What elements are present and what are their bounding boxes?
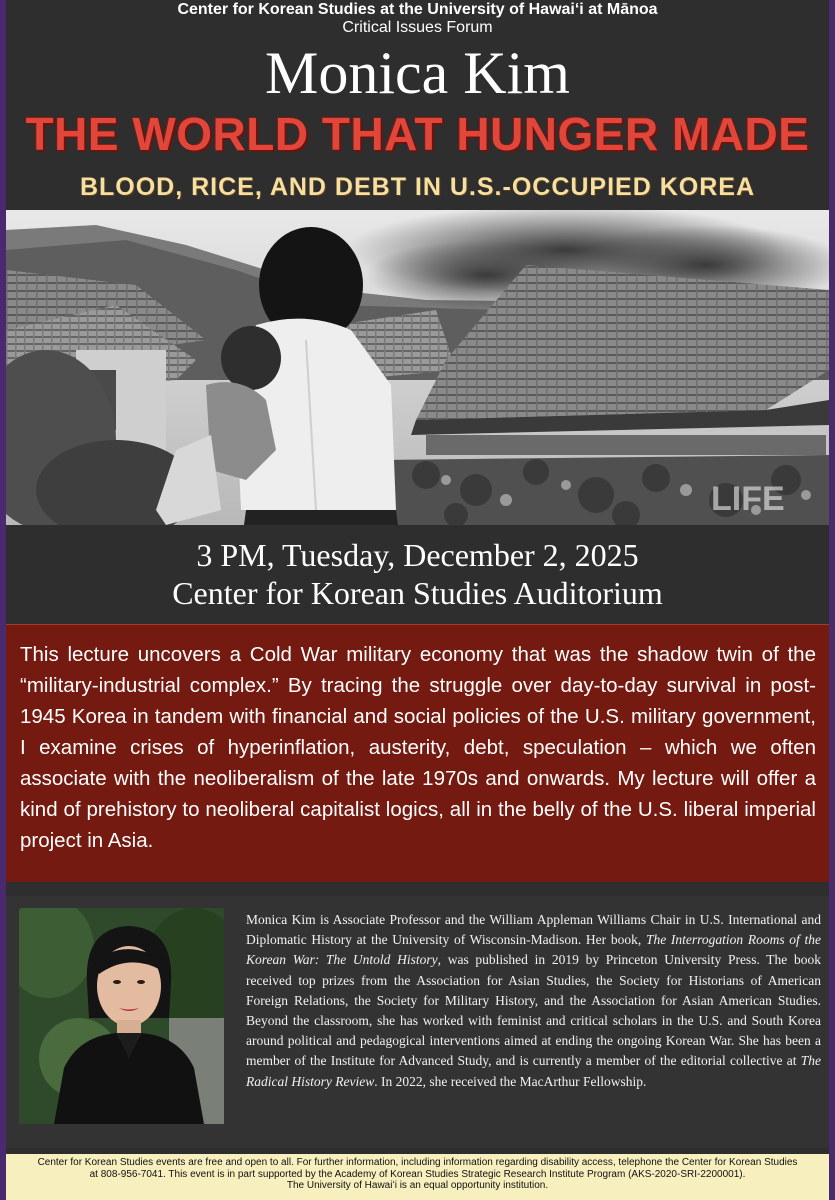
footer-line-1: Center for Korean Studies events are free and open to all. For further information, including information regarding disability access, telephone the Center for Korean Studies (37, 1157, 798, 1168)
lecture-subtitle: BLOOD, RICE, AND DEBT IN U.S.-OCCUPIED KOREA (79, 173, 756, 201)
series-name: Critical Issues Forum (342, 19, 493, 36)
bio-panel (6, 896, 829, 1148)
poster (6, 0, 829, 1200)
photo-watermark: LIFE (711, 480, 785, 518)
organization-name: Center for Korean Studies at the University of Hawaiʻi at Mānoa (177, 1, 658, 18)
book-title: The Interrogation Rooms of the Korean War: The Untold History (246, 932, 821, 968)
lecture-abstract: This lecture uncovers a Cold War military economy that was the shadow twin of the “military-industrial complex.” By tracing the struggle over day-to-day survival in post-1945 Korea in tandem with financial and social policies of the U.S. military government, I examine crises of hyperinflation, austerity, debt, speculation – which we often associate with the neoliberalism of the late 1970s and onwards. My lecture will offer a kind of prehistory to neoliberal capitalist logics, all in the belly of the U.S. liberal imperial project in Asia. (20, 643, 816, 852)
event-venue: Center for Korean Studies Auditorium (172, 575, 663, 611)
bio-text-3: . In 2022, she received the MacArthur Fellowship. (374, 1073, 647, 1089)
lecture-title: THE WORLD THAT HUNGER MADE (25, 108, 810, 160)
footer-line-2: at 808-956-7041. This event is in part supported by the Academy of Korean Studies Strategic Research Institute Program (AKS-2020-SRI-2200001). (89, 1168, 746, 1180)
footer-notice (6, 1154, 829, 1200)
event-datetime: 3 PM, Tuesday, December 2, 2025 (196, 537, 639, 573)
speaker-headshot (19, 908, 224, 1124)
historical-photo (6, 210, 829, 525)
speaker-bio (246, 910, 821, 1092)
bio-text-2: , was published in 2019 by Princeton University Press. The book received top prizes from the Association for Asian Studies, the Society for Historians of American Foreign Relations, the Society for Military History, and the Association for Asian American Studies. Beyond the classroom, she has worked with feminist and critical scholars in the U.S. and South Korea around political and pedagogical interventions aimed at ending the ongoing Korean War. She has been a member of the Institute for Advanced Study, and is currently a member of the editorial collective at (246, 952, 821, 1069)
bio-text-1: Monica Kim is Associate Professor and the William Appleman Williams Chair in U.S. International and Diplomatic History at the University of Wisconsin-Madison. Her book, (246, 912, 821, 948)
journal-title: The Radical History Review (246, 1053, 821, 1089)
abstract-panel (6, 624, 829, 882)
footer-line-3: The University of Hawaiʻi is an equal opportunity institution. (286, 1180, 549, 1191)
speaker-name: Monica Kim (265, 40, 570, 106)
